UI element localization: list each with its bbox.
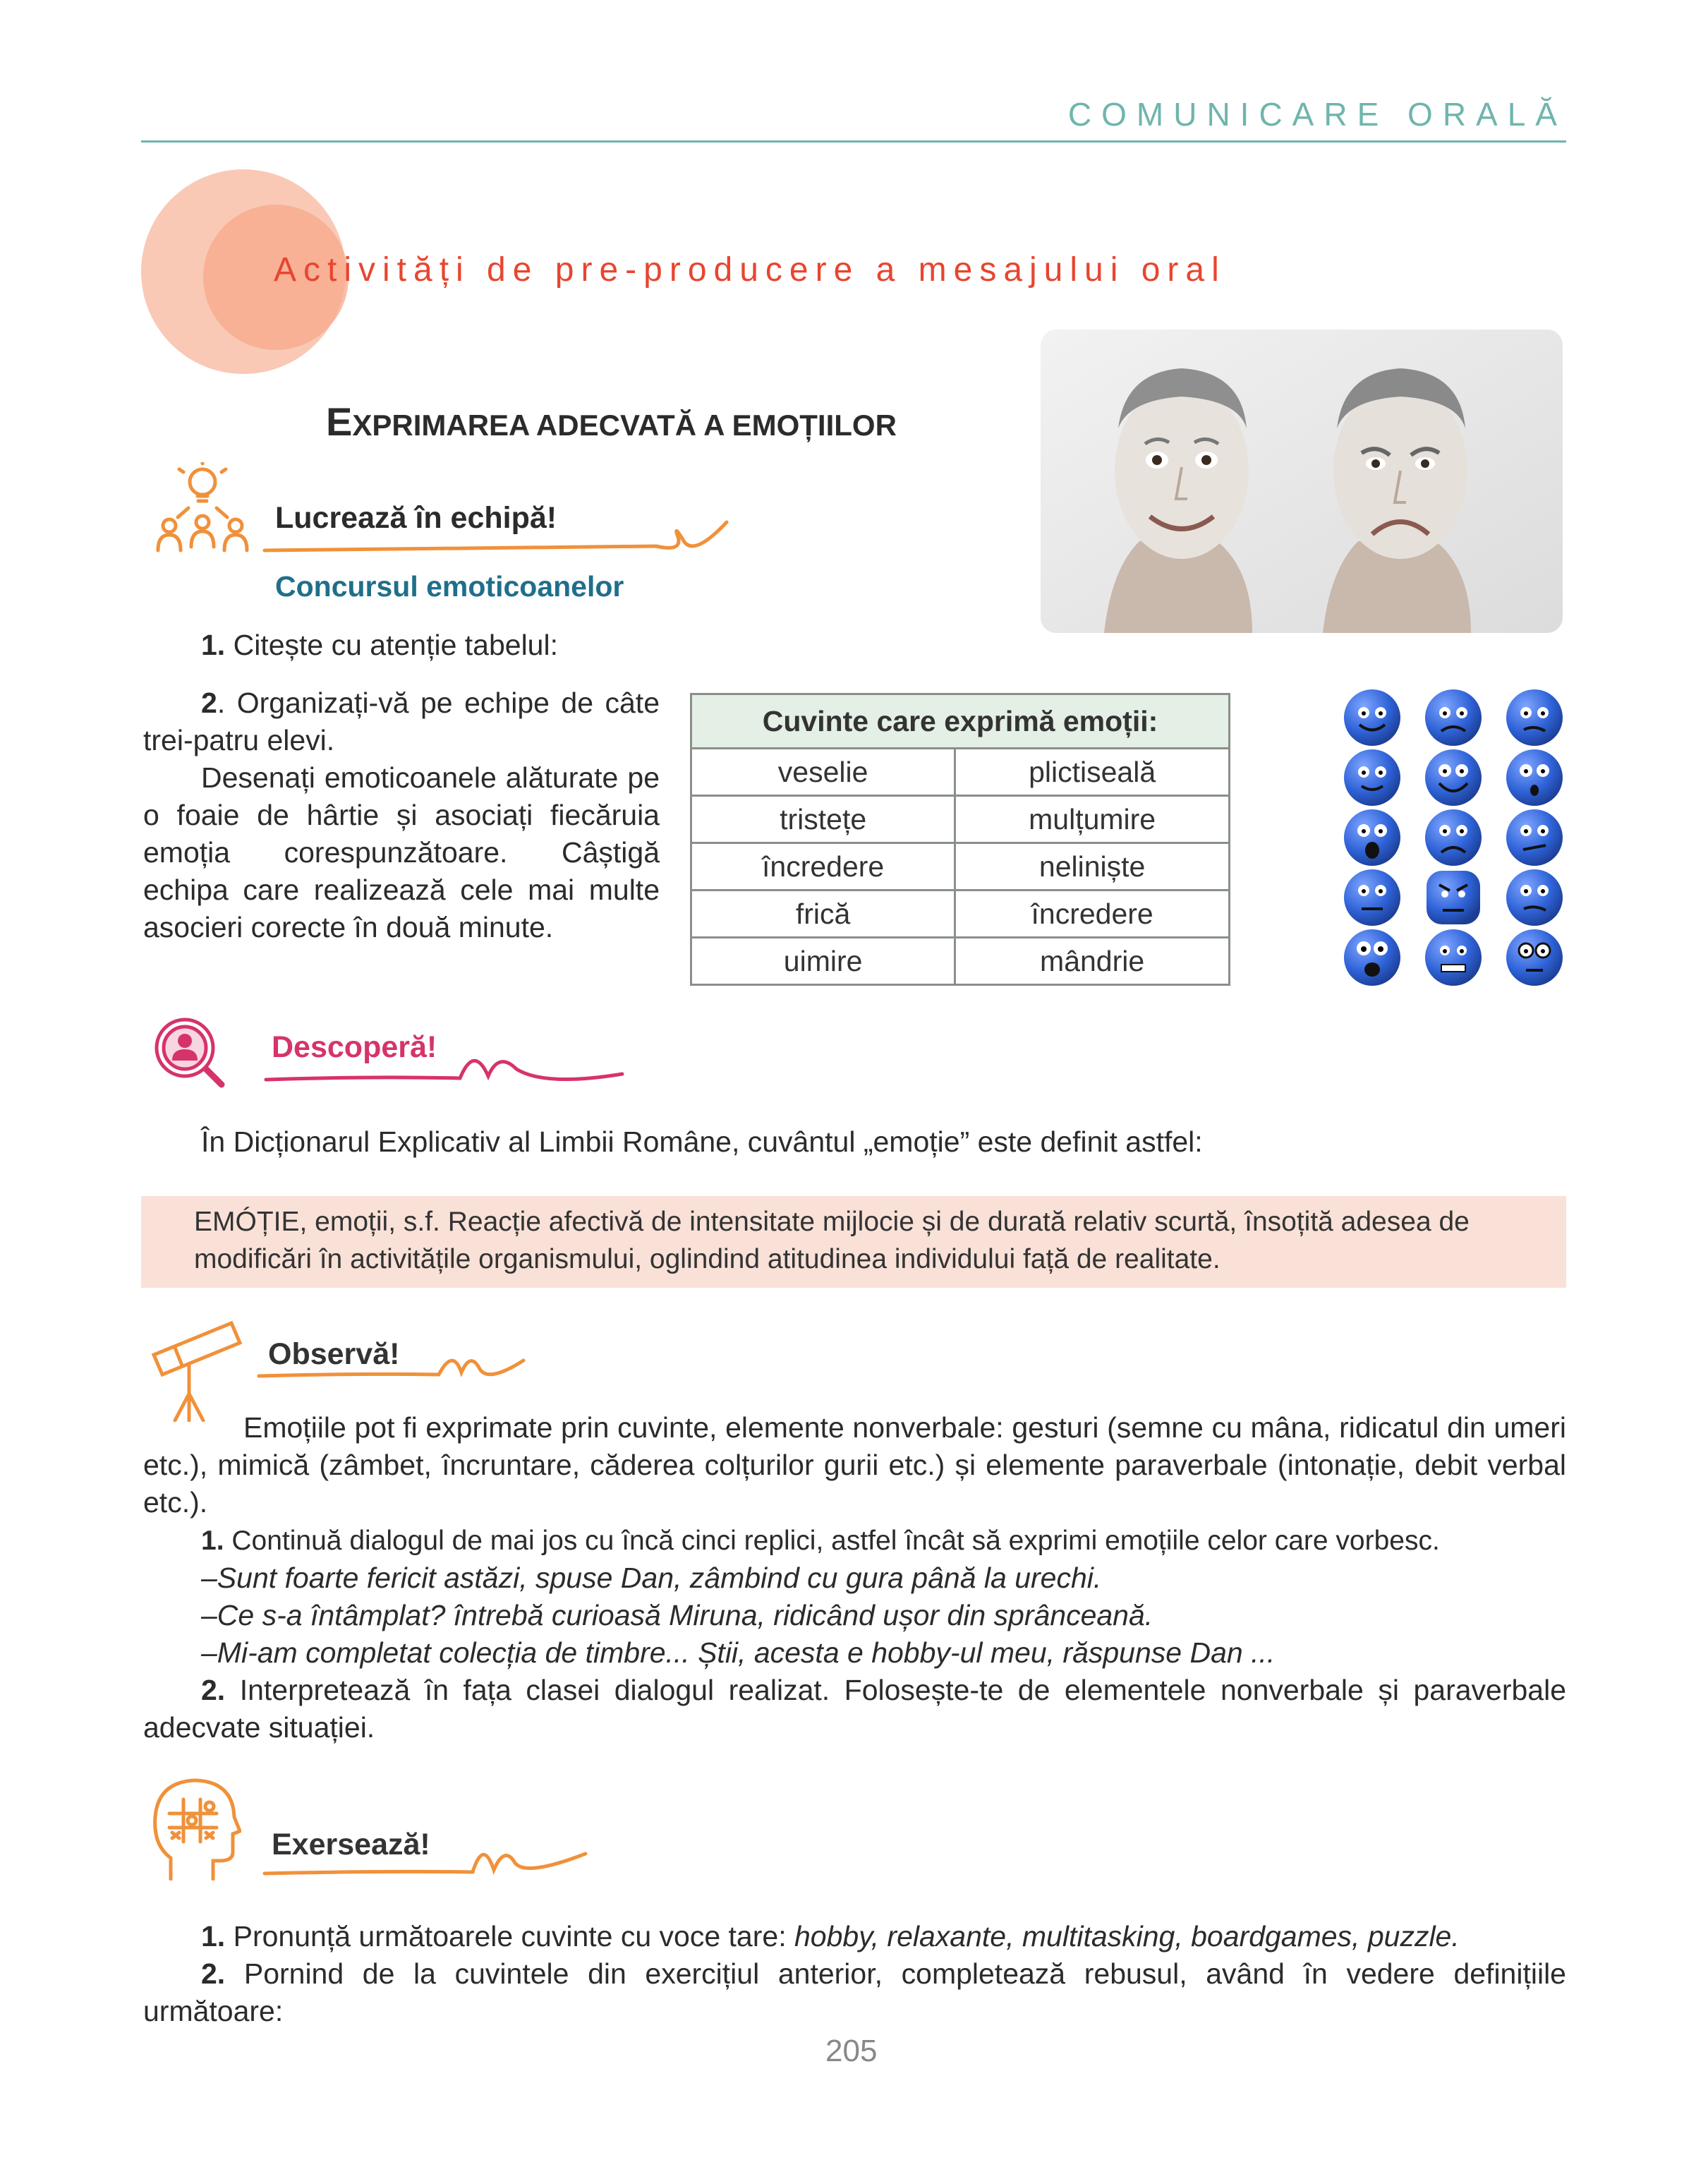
emoticon-happy-icon [1344,689,1400,746]
table-row [691,796,1230,843]
header-divider [141,140,1566,143]
faces-photo [1041,330,1563,633]
dialog-line-1: –Sunt foarte fericit astăzi, spuse Dan, zâmbind cu gura până la urechi. [201,1562,1102,1594]
emoticon-skeptical-icon [1506,809,1563,866]
section-title: Activități de pre-producere a mesajului oral [274,251,1226,289]
practice-item-1-number: 1. [201,1920,226,1952]
lesson-title-rest: XPRIMAREA ADECVATĂ A EMOȚIILOR [352,409,897,442]
table-row [691,843,1230,891]
practice-item-2 [143,1955,1566,2030]
emoticon-surprised-icon [1506,749,1563,806]
team-underline-squiggle [261,514,741,563]
observe-item-1-text: Continuă dialogul de mai jos cu încă cinci replici, astfel încât să exprimi emoțiile celor care vorbesc. [224,1526,1440,1556]
table-cell: încredere [691,843,955,891]
page-number: 205 [825,2034,878,2068]
team-item-1-number: 1. [201,629,226,661]
table-cell: încredere [955,891,1230,938]
discover-underline-squiggle [262,1037,636,1094]
table-row [691,938,1230,985]
emotions-table [690,693,1230,986]
emoticon-neutral-icon [1344,869,1400,926]
team-subheading: Concursul emoticoanelor [275,570,624,603]
observe-item-2-text: Interpretează în fața clasei dialogul realizat. Folosește-te de elementele nonverbale și paraverbale adecvate situației. [143,1674,1566,1744]
practice-item-1-words: hobby, relaxante, multitasking, boardgames, puzzle. [794,1920,1460,1952]
team-item-2-text: . Organizați-vă pe echipe de câte trei-patru elevi. [143,687,660,756]
dialog-line-3: –Mi-am completat colecția de timbre... Știi, acesta e hobby-ul meu, răspunse Dan ... [201,1636,1276,1669]
emoticon-doubtful-icon [1506,869,1563,926]
emoticon-angry-icon [1427,871,1480,924]
emoticon-sad-icon [1425,689,1482,746]
header-title: COMUNICARE ORALĂ [1067,96,1567,133]
emoticon-worried-icon [1506,689,1563,746]
table-cell: frică [691,891,955,938]
observe-underline-squiggle [255,1341,531,1390]
emoticon-smile-icon [1344,749,1400,806]
head-tictactoe-icon [150,1775,241,1884]
team-item-2-number: 2 [201,687,217,719]
observe-item-2 [143,1672,1566,1746]
table-cell: tristețe [691,796,955,843]
dialog-line-2: –Ce s-a întâmplat? întrebă curioasă Miruna, ridicând ușor din sprânceană. [201,1599,1153,1631]
magnifier-person-icon [150,1013,227,1094]
lesson-title-initial: E [326,399,353,444]
discover-intro: În Dicționarul Explicativ al Limbii Române, cuvântul „emoție” este definit astfel: [201,1125,1203,1158]
emoticon-frown-icon [1425,809,1482,866]
practice-underline-squiggle [261,1831,600,1888]
emotions-table-header: Cuvinte care exprimă emoții: [691,694,1230,749]
practice-item-2-number: 2. [201,1957,226,1990]
observe-item-1-number: 1. [201,1526,224,1556]
table-row [691,891,1230,938]
observe-item-2-number: 2. [201,1674,226,1706]
table-cell: veselie [691,749,955,796]
emoticon-grimace-icon [1425,929,1482,986]
team-item-2-paragraph: Desenați emoticoanele alăturate pe o foaie de hârtie și asociați fiecăruia emoția corespunzătoare. Câștigă echipa care realizează cele mai multe asocieri corecte în două minute. [143,761,660,943]
emoticon-shocked-icon [1344,809,1400,866]
definition-text: EMÓȚIE, emoții, s.f. Reacție afectivă de intensitate mijlocie și de durată relativ scurtă, însoțită adesea de modificări în activitățile organismului, oglindind atitudinea individului față de realitate. [194,1207,1470,1274]
table-cell: neliniște [955,843,1230,891]
practice-heading: Exersează! [272,1828,430,1861]
team-item-1 [201,627,558,664]
table-cell: plictiseală [955,749,1230,796]
table-row [691,749,1230,796]
practice-item-1-text: Pronunță următoarele cuvinte cu voce tare: [225,1920,794,1952]
lightbulb-team-icon [150,462,255,557]
discover-heading: Descoperă! [272,1030,437,1064]
emoticon-nerd-icon [1506,929,1563,986]
table-cell: uimire [691,938,955,985]
emoticons-grid [1337,686,1570,989]
table-cell: mândrie [955,938,1230,985]
observe-paragraph: Emoțiile pot fi exprimate prin cuvinte, elemente nonverbale: gesturi (semne cu mâna, ridicatul din umeri etc.), mimică (zâmbet, încruntare, căderea colțurilor gurii etc.) și elemente paraverbale (intonație, debit verbal etc.). [143,1411,1566,1519]
team-item-2 [143,684,660,759]
emoticon-scared-icon [1344,929,1400,986]
team-item-1-text: Citește cu atenție tabelul: [225,629,558,661]
practice-item-2-text: Pornind de la cuvintele din exercițiul anterior, completează rebusul, având în vedere definițiile următoare: [143,1957,1566,2027]
observe-heading: Observă! [268,1337,400,1371]
lesson-title [326,399,897,445]
observe-item-1 [201,1522,1440,1559]
team-heading: Lucrează în echipă! [275,501,557,535]
table-cell: mulțumire [955,796,1230,843]
emoticon-grin-icon [1425,749,1482,806]
practice-item-1 [201,1918,1460,1955]
